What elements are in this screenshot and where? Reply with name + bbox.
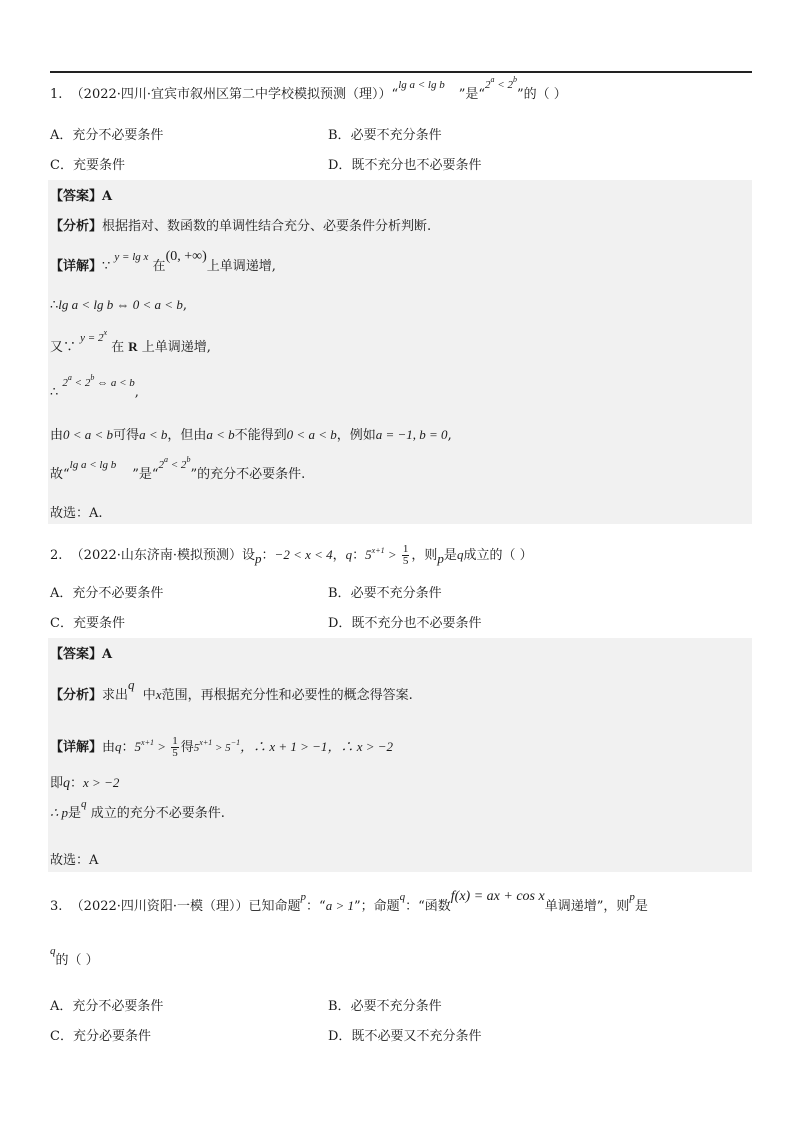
q2-detail-2: 即q：x > −2 (50, 775, 120, 791)
math-condition-p: lg a < lg b (398, 79, 445, 91)
math-condition-q: 2a < 2b (485, 75, 517, 91)
q2-choose: 故选：A (50, 853, 99, 868)
q1-detail-4: ∴ $^{2^a < 2^b \Leftrightarrow a < b}$, (50, 373, 139, 400)
q2-option-a[interactable]: A．充分不必要条件 (50, 586, 164, 601)
question-number: 1. (50, 87, 63, 102)
q1-choose: 故选：A. (50, 506, 103, 521)
q1-detail-3: 又∵ $^{y = 2^x}$ 在 R 上单调递增, (50, 328, 211, 355)
q1-option-d[interactable]: D．既不充分也不必要条件 (328, 158, 482, 173)
q3-option-b[interactable]: B．必要不充分条件 (328, 999, 442, 1014)
question-3-continued: $^q$的（ ） (50, 945, 99, 968)
q2-option-c[interactable]: C．充要条件 (50, 616, 125, 631)
q2-detail-3: ∴ p是$^q$ 成立的充分不必要条件. (50, 798, 225, 821)
q1-answer-block (48, 180, 752, 524)
question-source: （2022·四川·宜宾市叙州区第二中学校模拟预测（理）） (70, 87, 392, 102)
question-2: 2. （2022·山东济南·模拟预测）设p：−2 < x < 4，q：$5^{x+1}$ > $\frac{1}{5}$ ，则p是q成立的（ ） (50, 543, 533, 567)
q2-answer-block (48, 638, 752, 872)
q1-answer: 【答案】A (50, 189, 113, 204)
q2-option-d[interactable]: D．既不充分也不必要条件 (328, 616, 482, 631)
question-number: 2. (50, 548, 63, 563)
question-3: 3. （2022·四川资阳·一模（理））已知命题$^p$：“a > 1”；命题$^q$：“函数f(x) = ax + cos x单调递增”，则$^p$是 (50, 889, 648, 914)
top-rule (50, 71, 752, 73)
q3-option-a[interactable]: A．充分不必要条件 (50, 999, 164, 1014)
question-number: 3. (50, 899, 63, 914)
q1-option-a[interactable]: A．充分不必要条件 (50, 128, 164, 143)
q2-analysis: 【分析】求出q 中x范围，再根据充分性和必要性的概念得答案. (50, 677, 413, 703)
q1-analysis: 【分析】根据指对、数函数的单调性结合充分、必要条件分析判断. (50, 219, 432, 234)
q2-detail-1: 【详解】由q：$5^{x+1}$ > $\frac{1}{5}$ 得$5^{x+1} > 5^{-1}$，∴ x + 1 > −1，∴ x > −2 (50, 735, 394, 759)
q3-option-d[interactable]: D．既不必要又不充分条件 (328, 1029, 482, 1044)
q1-detail-1: 【详解】∵ $^{y = lg x}$ 在(0, +∞)上单调递增, (50, 249, 276, 274)
q3-option-c[interactable]: C．充分必要条件 (50, 1029, 151, 1044)
q1-detail-2: ∴lg a < lg b ⇔ 0 < a < b, (50, 297, 187, 313)
q1-option-c[interactable]: C．充要条件 (50, 158, 125, 173)
q1-option-b[interactable]: B．必要不充分条件 (328, 128, 442, 143)
q2-option-b[interactable]: B．必要不充分条件 (328, 586, 442, 601)
q1-detail-6: 故“$^{lg a < lg b}$”是“$^{2^a < 2^b}$”的充分不必要条件. (50, 455, 306, 482)
q2-answer: 【答案】A (50, 647, 113, 662)
q1-detail-5: 由0 < a < b可得a < b，但由a < b不能得到0 < a < b，例如a = −1, b = 0, (50, 427, 452, 443)
question-1: 1. （2022·四川·宜宾市叙州区第二中学校模拟预测（理））“$^{lg a < lg b}$”是“$^{2^a < 2^b}$”的（ ） (50, 75, 567, 102)
